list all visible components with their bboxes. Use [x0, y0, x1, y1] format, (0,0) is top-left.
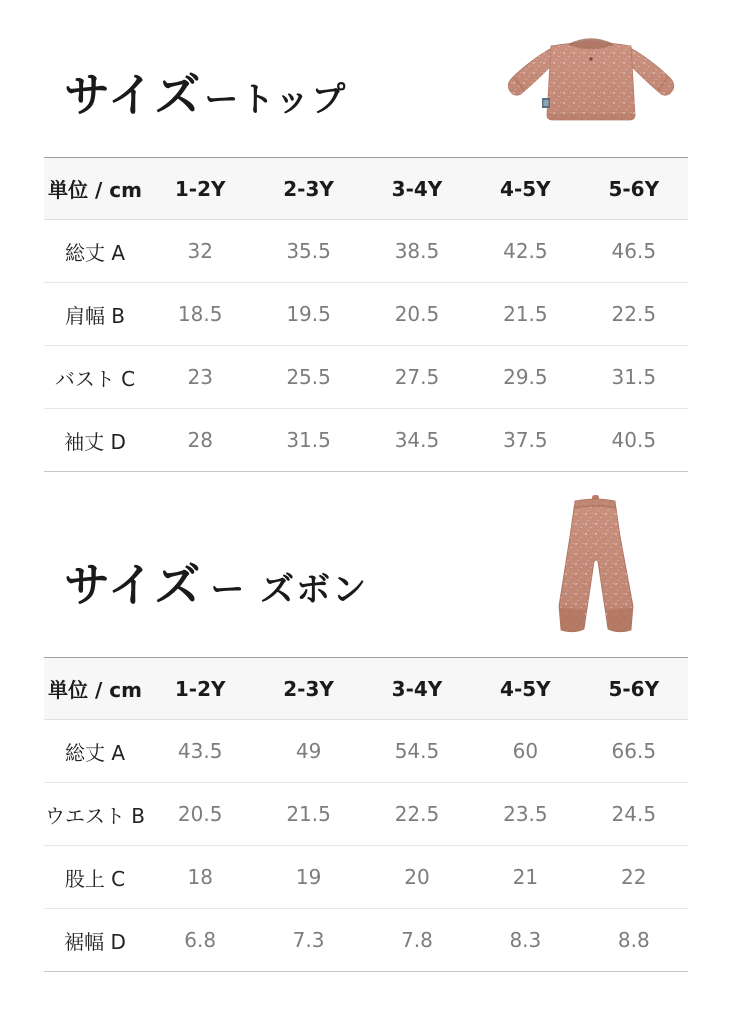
- size-value: 18: [187, 865, 213, 889]
- shirt-side-tag: [542, 98, 550, 108]
- pants-cuffs: [559, 608, 633, 632]
- measurement-row: [44, 720, 688, 783]
- title-main-text: サイズ: [64, 558, 202, 612]
- size-value: 37.5: [503, 428, 548, 452]
- size-value: 60: [512, 739, 539, 763]
- size-value: 22: [621, 865, 647, 889]
- size-value: 24.5: [611, 802, 657, 826]
- title-suffix-text: ートップ: [204, 80, 348, 120]
- size-value: 20: [404, 865, 430, 889]
- shirt-sleeve-left: [508, 48, 554, 95]
- row-label: 袖丈 D: [64, 429, 126, 454]
- size-value: 22.5: [611, 302, 657, 326]
- row-label: 総丈 A: [64, 240, 126, 265]
- size-value: 20.5: [394, 302, 440, 326]
- size-value: 18.5: [177, 302, 223, 326]
- column-header-size: 3-4Y: [391, 176, 443, 201]
- size-value: 23.5: [503, 802, 548, 826]
- size-value: 43.5: [177, 739, 223, 763]
- column-header-size: 2-3Y: [283, 176, 334, 201]
- size-value: 8.8: [617, 928, 650, 952]
- size-value: 21.5: [286, 802, 331, 826]
- size-value: 21: [512, 865, 539, 889]
- size-value: 7.3: [292, 928, 325, 952]
- size-value: 31.5: [286, 428, 331, 452]
- size-value: 25.5: [286, 365, 331, 389]
- pants-waistband: [574, 499, 616, 508]
- size-value: 6.8: [184, 928, 217, 952]
- column-header-size: 3-4Y: [391, 676, 443, 701]
- size-table-pants: [44, 657, 688, 972]
- size-value: 49: [295, 739, 322, 763]
- row-label: バスト C: [54, 366, 136, 391]
- column-header-size: 5-6Y: [608, 176, 660, 201]
- column-header-size: 1-2Y: [174, 676, 226, 701]
- size-value: 42.5: [503, 239, 548, 263]
- measurement-row: [44, 346, 688, 409]
- measurement-row: [44, 409, 688, 472]
- shirt-body: [547, 43, 635, 121]
- row-label: 総丈 A: [64, 740, 126, 765]
- title-main-text: サイズ: [64, 68, 202, 122]
- shirt-collar: [569, 40, 613, 49]
- size-value: 34.5: [394, 428, 440, 452]
- column-header-unit: 単位 / cm: [48, 178, 142, 202]
- size-value: 21.5: [503, 302, 548, 326]
- row-label: 肩幅 B: [64, 303, 126, 328]
- column-header-unit: 単位 / cm: [48, 678, 142, 702]
- size-value: 19.5: [286, 302, 331, 326]
- pants-illustration: [554, 492, 638, 638]
- title-suffix-text: ー ズボン: [210, 570, 369, 610]
- row-label: ウエスト B: [44, 803, 146, 828]
- size-value: 23: [187, 365, 213, 389]
- shirt-hem: [547, 114, 635, 120]
- section-title-bottom: [64, 558, 369, 612]
- size-value: 31.5: [611, 365, 657, 389]
- size-value: 35.5: [286, 239, 331, 263]
- size-value: 46.5: [611, 239, 657, 263]
- column-header-size: 1-2Y: [174, 176, 226, 201]
- size-value: 40.5: [611, 428, 657, 452]
- size-value: 66.5: [611, 739, 657, 763]
- table-header-row: [44, 158, 688, 220]
- column-header-size: 5-6Y: [608, 676, 660, 701]
- measurement-row: [44, 283, 688, 346]
- size-table-top: [44, 157, 688, 472]
- column-header-size: 2-3Y: [283, 676, 334, 701]
- row-label: 裾幅 D: [64, 929, 126, 954]
- size-value: 19: [295, 865, 322, 889]
- size-value: 54.5: [394, 739, 440, 763]
- measurement-row: [44, 909, 688, 972]
- size-value: 32: [187, 239, 213, 263]
- shirt-sleeve-right: [628, 48, 674, 95]
- measurement-row: [44, 783, 688, 846]
- measurement-row: [44, 220, 688, 283]
- table-header-row: [44, 658, 688, 720]
- row-label: 股上 C: [64, 866, 126, 891]
- size-value: 8.3: [509, 928, 542, 952]
- measurement-row: [44, 846, 688, 909]
- shirt-illustration: [502, 31, 680, 125]
- size-value: 20.5: [177, 802, 223, 826]
- size-value: 29.5: [503, 365, 548, 389]
- size-value: 7.8: [401, 928, 433, 952]
- section-title-top: [64, 68, 348, 122]
- size-value: 22.5: [394, 802, 440, 826]
- size-value: 27.5: [394, 365, 440, 389]
- size-value: 38.5: [394, 239, 440, 263]
- shirt-chest-logo-dot: [589, 57, 592, 60]
- size-value: 28: [187, 428, 213, 452]
- column-header-size: 4-5Y: [500, 676, 551, 701]
- column-header-size: 4-5Y: [500, 176, 551, 201]
